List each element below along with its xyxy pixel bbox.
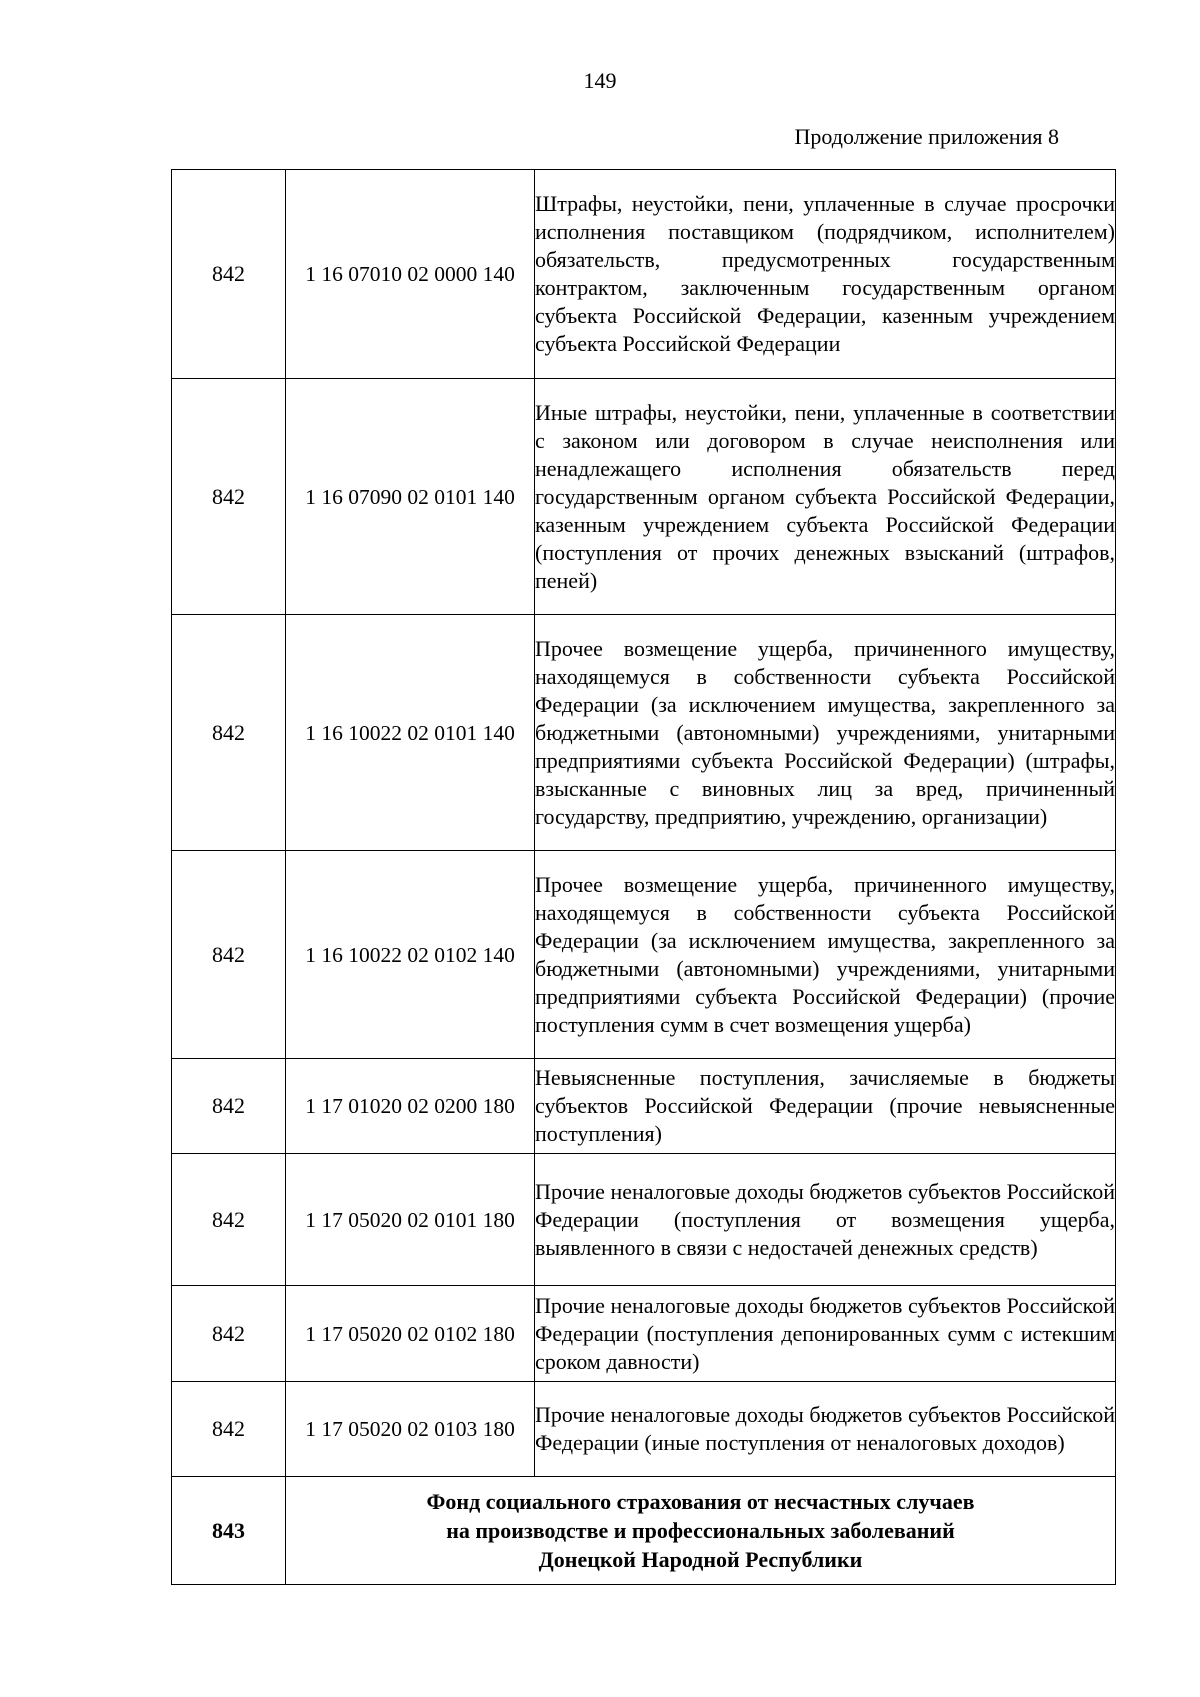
admin-code-cell: 842 (172, 615, 286, 851)
description-cell: Прочие неналоговые доходы бюджетов субъектов Российской Федерации (иные поступления от неналоговых доходов) (535, 1382, 1116, 1477)
table-row (172, 851, 1116, 1059)
table-row (172, 170, 1116, 379)
budget-code-cell: 1 16 10022 02 0101 140 (286, 615, 535, 851)
admin-code-cell: 842 (172, 851, 286, 1059)
table-row (172, 379, 1116, 615)
administrator-name-line: на производстве и профессиональных заболеваний (446, 1518, 955, 1543)
admin-code-cell: 842 (172, 1059, 286, 1154)
admin-code-cell: 842 (172, 1154, 286, 1286)
table-row (172, 615, 1116, 851)
budget-code-cell: 1 17 01020 02 0200 180 (286, 1059, 535, 1154)
administrator-name-line: Донецкой Народной Республики (538, 1547, 863, 1572)
table-row (172, 1059, 1116, 1154)
budget-code-cell: 1 16 07090 02 0101 140 (286, 379, 535, 615)
budget-code-cell: 1 16 10022 02 0102 140 (286, 851, 535, 1059)
admin-code-cell: 842 (172, 170, 286, 379)
table-row (172, 1382, 1116, 1477)
admin-code-cell: 842 (172, 379, 286, 615)
administrator-name-cell (286, 1477, 1116, 1585)
administrator-header-row (172, 1477, 1116, 1585)
page-number: 149 (583, 68, 617, 93)
administrator-name-line: Фонд социального страхования от несчастных случаев (426, 1489, 975, 1514)
description-cell: Штрафы, неустойки, пени, уплаченные в случае просрочки исполнения поставщиком (подрядчиком, исполнителем) обязательств, предусмотренных государственным контрактом, заключенным государственным органом субъекта Российской Федерации, казенным учреждением субъекта Российской Федерации (535, 170, 1116, 379)
table-row (172, 1154, 1116, 1286)
budget-code-cell: 1 17 05020 02 0102 180 (286, 1286, 535, 1382)
description-cell: Прочие неналоговые доходы бюджетов субъектов Российской Федерации (поступления от возмещения ущерба, выявленного в связи с недостачей денежных средств) (535, 1154, 1116, 1286)
admin-code-cell: 842 (172, 1286, 286, 1382)
income-codes-table (171, 169, 1116, 1585)
appendix-continuation-label: Продолжение приложения 8 (794, 124, 1059, 149)
description-cell: Прочие неналоговые доходы бюджетов субъектов Российской Федерации (поступления депонированных сумм с истекшим сроком давности) (535, 1286, 1116, 1382)
administrator-code-cell: 843 (172, 1477, 286, 1585)
description-cell: Невыясненные поступления, зачисляемые в бюджеты субъектов Российской Федерации (прочие невыясненные поступления) (535, 1059, 1116, 1154)
budget-code-cell: 1 16 07010 02 0000 140 (286, 170, 535, 379)
description-cell: Иные штрафы, неустойки, пени, уплаченные в соответствии с законом или договором в случае неисполнения или ненадлежащего исполнения обязательств перед государственным органом субъекта Российской Федерации, казенным учреждением субъекта Российской Федерации (поступления от прочих денежных взысканий (штрафов, пеней) (535, 379, 1116, 615)
budget-code-cell: 1 17 05020 02 0101 180 (286, 1154, 535, 1286)
description-cell: Прочее возмещение ущерба, причиненного имуществу, находящемуся в собственности субъекта Российской Федерации (за исключением имущества, закрепленного за бюджетными (автономными) учреждениями, унитарными предприятиями субъекта Российской Федерации) (штрафы, взысканные с виновных лиц за вред, причиненный государству, предприятию, учреждению, организации) (535, 615, 1116, 851)
table-row (172, 1286, 1116, 1382)
admin-code-cell: 842 (172, 1382, 286, 1477)
description-cell: Прочее возмещение ущерба, причиненного имуществу, находящемуся в собственности субъекта Российской Федерации (за исключением имущества, закрепленного за бюджетными (автономными) учреждениями, унитарными предприятиями субъекта Российской Федерации) (прочие поступления сумм в счет возмещения ущерба) (535, 851, 1116, 1059)
budget-code-cell: 1 17 05020 02 0103 180 (286, 1382, 535, 1477)
